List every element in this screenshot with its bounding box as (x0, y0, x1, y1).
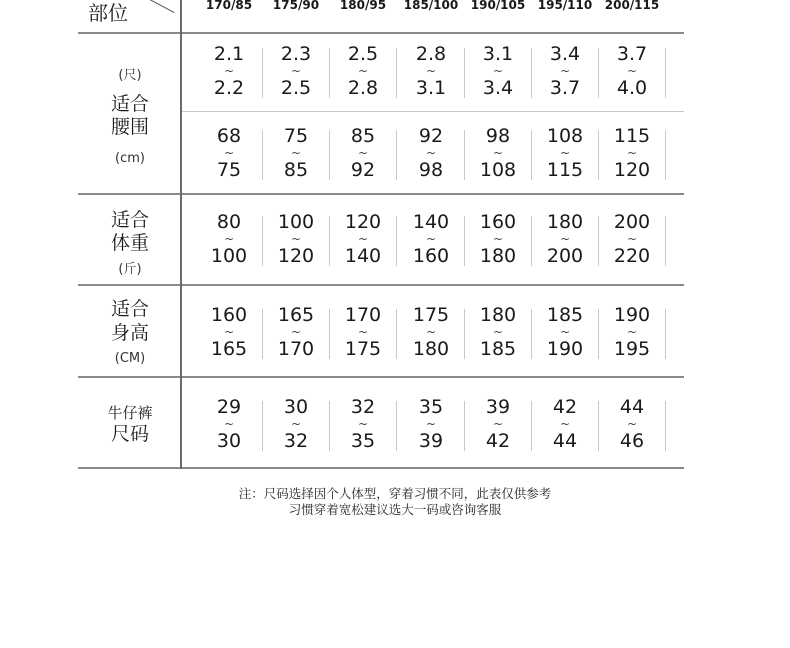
cell-separator (396, 130, 397, 180)
jeans-max: 39 (418, 430, 444, 452)
weight-min: 140 (412, 211, 450, 233)
waist-cm-max: 98 (418, 159, 444, 181)
range-tilde: ~ (357, 64, 369, 78)
height-max: 170 (277, 338, 315, 360)
height-min: 190 (613, 304, 651, 326)
jeans-min: 42 (552, 396, 578, 418)
height-max: 180 (412, 338, 450, 360)
range-tilde: ~ (290, 417, 302, 431)
waist-chi-max: 4.0 (616, 77, 648, 99)
range-tilde: ~ (626, 417, 638, 431)
range-tilde: ~ (626, 232, 638, 246)
jeans-min: 30 (283, 396, 309, 418)
range-tilde: ~ (559, 325, 571, 339)
size-header: 170/85 (205, 0, 253, 12)
range-tilde: ~ (425, 146, 437, 160)
range-tilde: ~ (223, 64, 235, 78)
waist-unit-cm: (cm) (115, 151, 145, 166)
height-min: 170 (344, 304, 382, 326)
weight-max: 220 (613, 245, 651, 267)
range-tilde: ~ (223, 232, 235, 246)
header-diagonal (148, 0, 175, 13)
range-tilde: ~ (492, 146, 504, 160)
jeans-min: 35 (418, 396, 444, 418)
row-divider (78, 284, 684, 286)
waist-chi-max: 3.1 (415, 77, 447, 99)
row-divider (78, 193, 684, 195)
range-tilde: ~ (290, 146, 302, 160)
jeans-min: 44 (619, 396, 645, 418)
waist-chi-min: 3.7 (616, 43, 648, 65)
weight-min: 80 (216, 211, 242, 233)
jeans-min: 29 (216, 396, 242, 418)
jeans-max: 35 (350, 430, 376, 452)
waist-chi-max: 2.8 (347, 77, 379, 99)
range-tilde: ~ (492, 232, 504, 246)
waist-chi-max: 2.2 (213, 77, 245, 99)
height-max: 175 (344, 338, 382, 360)
cell-separator (396, 216, 397, 266)
jeans-label-line2: 尺码 (110, 423, 149, 445)
height-min: 175 (412, 304, 450, 326)
weight-max: 160 (412, 245, 450, 267)
waist-cm-min: 68 (216, 125, 242, 147)
waist-chi-min: 3.4 (549, 43, 581, 65)
waist-chi-max: 3.4 (482, 77, 514, 99)
jeans-max: 46 (619, 430, 645, 452)
waist-cm-max: 115 (546, 159, 584, 181)
waist-cm-max: 120 (613, 159, 651, 181)
weight-min: 200 (613, 211, 651, 233)
waist-chi-min: 3.1 (482, 43, 514, 65)
range-tilde: ~ (290, 325, 302, 339)
range-tilde: ~ (425, 417, 437, 431)
table-bottom-border (78, 467, 684, 469)
weight-max: 100 (210, 245, 248, 267)
height-min: 185 (546, 304, 584, 326)
range-tilde: ~ (492, 417, 504, 431)
weight-unit: (斤) (118, 262, 142, 277)
range-tilde: ~ (425, 64, 437, 78)
range-tilde: ~ (290, 64, 302, 78)
height-unit: (CM) (114, 351, 146, 366)
range-tilde: ~ (357, 146, 369, 160)
waist-chi-max: 2.5 (280, 77, 312, 99)
range-tilde: ~ (492, 64, 504, 78)
range-tilde: ~ (223, 146, 235, 160)
header-divider (78, 32, 684, 34)
range-tilde: ~ (559, 232, 571, 246)
height-max: 190 (546, 338, 584, 360)
height-min: 180 (479, 304, 517, 326)
cell-separator (396, 48, 397, 98)
height-label-line1: 适合 (110, 298, 149, 320)
jeans-max: 42 (485, 430, 511, 452)
waist-subdivider (182, 111, 684, 112)
size-header: 175/90 (272, 0, 320, 12)
corner-label: 部位 (88, 1, 128, 25)
range-tilde: ~ (492, 325, 504, 339)
height-min: 160 (210, 304, 248, 326)
waist-cm-min: 108 (546, 125, 584, 147)
note-line1: 注：尺码选择因个人体型，穿着习惯不同，此表仅供参考 (238, 486, 552, 501)
range-tilde: ~ (357, 232, 369, 246)
weight-min: 120 (344, 211, 382, 233)
waist-chi-min: 2.3 (280, 43, 312, 65)
waist-cm-max: 85 (283, 159, 309, 181)
cell-separator (665, 48, 666, 98)
waist-cm-min: 75 (283, 125, 309, 147)
cell-separator (665, 130, 666, 180)
range-tilde: ~ (357, 325, 369, 339)
waist-cm-min: 98 (485, 125, 511, 147)
height-label-line2: 身高 (110, 322, 149, 344)
waist-cm-min: 92 (418, 125, 444, 147)
weight-min: 180 (546, 211, 584, 233)
size-header: 195/110 (537, 0, 593, 12)
height-min: 165 (277, 304, 315, 326)
range-tilde: ~ (425, 232, 437, 246)
weight-max: 120 (277, 245, 315, 267)
waist-chi-min: 2.5 (347, 43, 379, 65)
range-tilde: ~ (357, 417, 369, 431)
range-tilde: ~ (290, 232, 302, 246)
range-tilde: ~ (559, 417, 571, 431)
weight-min: 100 (277, 211, 315, 233)
cell-separator (665, 216, 666, 266)
waist-cm-max: 92 (350, 159, 376, 181)
weight-max: 140 (344, 245, 382, 267)
cell-separator (396, 309, 397, 359)
jeans-min: 39 (485, 396, 511, 418)
weight-min: 160 (479, 211, 517, 233)
weight-label-line1: 适合 (110, 209, 149, 231)
height-max: 185 (479, 338, 517, 360)
cell-separator (396, 401, 397, 451)
jeans-max: 32 (283, 430, 309, 452)
waist-cm-max: 75 (216, 159, 242, 181)
waist-cm-max: 108 (479, 159, 517, 181)
waist-label-line1: 适合 (110, 93, 149, 115)
height-max: 165 (210, 338, 248, 360)
range-tilde: ~ (626, 64, 638, 78)
size-header: 190/105 (470, 0, 526, 12)
range-tilde: ~ (425, 325, 437, 339)
waist-unit-chi: (尺) (118, 68, 142, 83)
jeans-min: 32 (350, 396, 376, 418)
waist-chi-min: 2.8 (415, 43, 447, 65)
size-header: 200/115 (604, 0, 660, 12)
range-tilde: ~ (223, 325, 235, 339)
weight-label-line2: 体重 (110, 232, 149, 254)
jeans-max: 30 (216, 430, 242, 452)
jeans-max: 44 (552, 430, 578, 452)
row-divider (78, 376, 684, 378)
size-header: 185/100 (403, 0, 459, 12)
weight-max: 200 (546, 245, 584, 267)
label-column-divider (180, 0, 182, 469)
waist-cm-min: 85 (350, 125, 376, 147)
cell-separator (665, 401, 666, 451)
range-tilde: ~ (559, 146, 571, 160)
note-line2: 习惯穿着宽松建议选大一码或咨询客服 (288, 502, 502, 517)
height-max: 195 (613, 338, 651, 360)
weight-max: 180 (479, 245, 517, 267)
size-header: 180/95 (339, 0, 387, 12)
waist-cm-min: 115 (613, 125, 651, 147)
waist-label-line2: 腰围 (110, 116, 149, 138)
range-tilde: ~ (626, 146, 638, 160)
waist-chi-min: 2.1 (213, 43, 245, 65)
range-tilde: ~ (626, 325, 638, 339)
range-tilde: ~ (223, 417, 235, 431)
range-tilde: ~ (559, 64, 571, 78)
waist-chi-max: 3.7 (549, 77, 581, 99)
jeans-label-line1: 牛仔裤 (107, 404, 153, 422)
cell-separator (665, 309, 666, 359)
